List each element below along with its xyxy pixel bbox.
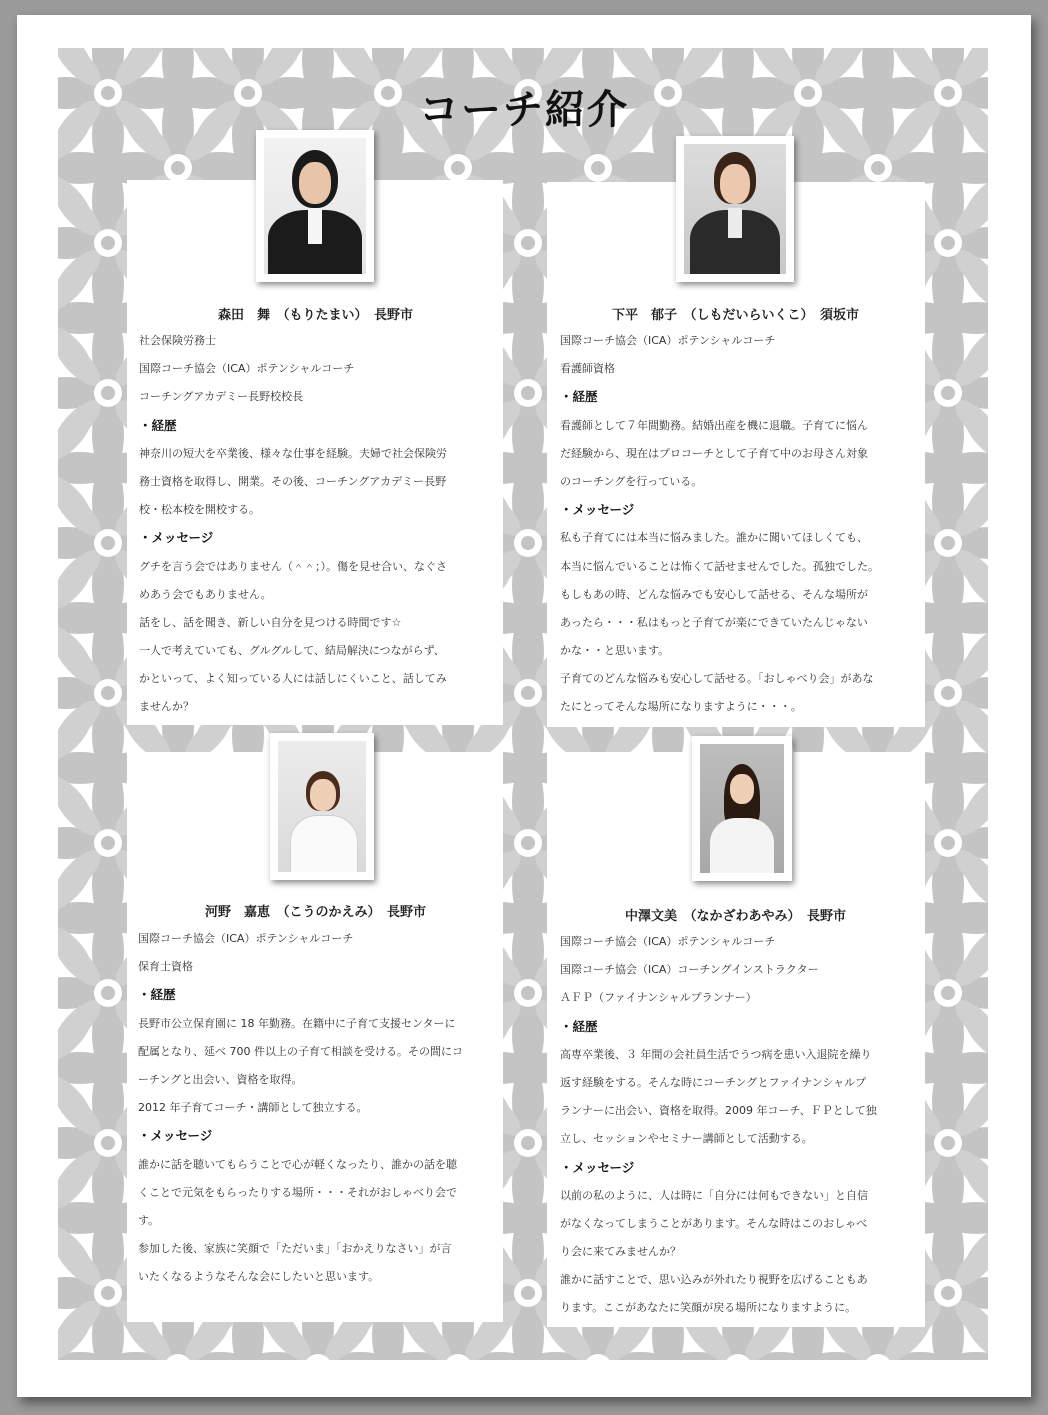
body-line: かといって、よく知っている人には話しにくいこと、話してみ xyxy=(139,672,447,686)
body-line: 看護師として７年間勤務。結婚出産を機に退職。子育てに悩ん xyxy=(560,418,868,432)
body-line: 返す経験をする。そんな時にコーチングとファイナンシャルプ xyxy=(560,1075,867,1089)
body-line: コーチングアカデミー長野校校長 xyxy=(139,390,304,404)
section-heading: ・経歴 xyxy=(138,987,176,1003)
body-line: 神奈川の短大を卒業後、様々な仕事を経験。夫婦で社会保険労 xyxy=(139,446,447,460)
coach-body-shimodaira xyxy=(560,327,920,722)
body-line: くことで元気をもらったりする場所・・・それがおしゃべり会で xyxy=(138,1185,457,1199)
coach-body-morita xyxy=(139,327,499,722)
coach-photo-shimodaira xyxy=(676,136,794,282)
section-heading: ・メッセージ xyxy=(138,1128,213,1144)
coach-body-kono xyxy=(138,925,498,1291)
body-line: 誰かに話を聴いてもらうことで心が軽くなったり、誰かの話を聴 xyxy=(138,1157,457,1171)
section-heading: ・メッセージ xyxy=(139,530,214,546)
coach-photo-kono xyxy=(270,733,374,880)
body-line: めあう会でもありません。 xyxy=(139,587,272,601)
body-line: 国際コーチ協会（ICA）ポテンシャルコーチ xyxy=(560,935,776,948)
body-line: ＡＦＰ（ファイナンシャルプランナー） xyxy=(560,991,757,1005)
body-line: 国際コーチ協会（ICA）ポテンシャルコーチ xyxy=(139,362,355,376)
coach-photo-nakazawa xyxy=(692,736,792,881)
body-line: ーチングと出会い、資格を取得。 xyxy=(138,1072,303,1086)
body-line: 国際コーチ協会（ICA）ポテンシャルコーチ xyxy=(560,334,776,347)
section-heading: ・経歴 xyxy=(560,1018,598,1034)
body-line: ります。ここがあなたに笑顔が戻る場所になりますように。 xyxy=(560,1301,857,1315)
body-line: 国際コーチ協会（ICA）コーチングインストラクター xyxy=(560,963,819,977)
body-line: 長野市公立保育園に 18 年勤務。在籍中に子育て支援センターに xyxy=(138,1016,456,1030)
body-line: す。 xyxy=(138,1213,160,1227)
body-line: 参加した後、家族に笑顔で「ただいま」「おかえりなさい」が言 xyxy=(138,1242,452,1256)
body-line: グチを言う会ではありません（＾＾；）。傷を見せ合い、なぐさ xyxy=(139,559,447,573)
coach-name-nakazawa: 中澤文美 （なかざわあやみ） 長野市 xyxy=(624,909,846,924)
page-title: コーチ紹介 xyxy=(419,87,629,133)
section-heading: ・経歴 xyxy=(560,389,598,405)
section-heading: ・メッセージ xyxy=(560,1159,635,1175)
body-line: 高専卒業後、３ 年間の会社員生活でうつ病を患い入退院を繰り xyxy=(560,1047,872,1061)
body-line: 話をし、話を聞き、新しい自分を見つける時間です☆ xyxy=(139,615,402,629)
body-line: 私も子育てには本当に悩みました。誰かに聞いてほしくても、 xyxy=(560,531,868,545)
body-line: いたくなるようなそんな会にしたいと思います。 xyxy=(138,1270,380,1284)
body-line: 誰かに話すことで、思い込みが外れたり視野を広げることもあ xyxy=(560,1273,868,1287)
coach-photo-morita xyxy=(256,130,374,282)
coach-name-kono: 河野 嘉恵 （こうのかえみ） 長野市 xyxy=(204,905,426,920)
body-line: 以前の私のように、人は時に「自分には何もできない」と自信 xyxy=(560,1188,868,1202)
body-line: 立し、セッションやセミナー講師として活動する。 xyxy=(560,1132,813,1146)
section-heading: ・メッセージ xyxy=(560,502,635,518)
body-line: がなくなってしまうことがあります。そんな時はこのおしゃべ xyxy=(560,1216,868,1230)
body-line: かな・・と思います。 xyxy=(560,644,670,658)
coach-name-morita: 森田 舞 （もりたまい） 長野市 xyxy=(217,308,413,323)
coach-body-nakazawa xyxy=(560,928,920,1323)
body-line: 2012 年子育てコーチ・講師として独立する。 xyxy=(138,1101,368,1115)
body-line: だ経験から、現在はプロコーチとして子育て中のお母さん対象 xyxy=(560,446,868,460)
body-line: たにとってそんな場所になりますように・・・。 xyxy=(560,700,802,714)
coach-name-shimodaira: 下平 郁子 （しもだいらいくこ） 須坂市 xyxy=(611,308,859,323)
body-line: のコーチングを行っている。 xyxy=(560,474,703,488)
body-line: 子育てのどんな悩みも安心して話せる。「おしゃべり会」があな xyxy=(560,672,874,686)
body-line: 社会保険労務士 xyxy=(139,334,216,347)
body-line: り会に来てみませんか？ xyxy=(560,1245,681,1259)
body-line: 国際コーチ協会（ICA）ポテンシャルコーチ xyxy=(138,932,354,945)
section-heading: ・経歴 xyxy=(139,417,177,433)
body-line: 保育士資格 xyxy=(138,960,193,974)
body-line: あったら・・・私はもっと子育てが楽にできていたんじゃない xyxy=(560,615,868,629)
body-line: 看護師資格 xyxy=(560,362,615,376)
body-line: 校・松本校を開校する。 xyxy=(139,503,260,517)
body-line: 本当に悩んでいることは怖くて話せませんでした。孤独でした。 xyxy=(560,559,879,573)
body-line: 配属となり、延べ 700 件以上の子育て相談を受ける。その間にコ xyxy=(138,1044,463,1058)
body-line: もしもあの時、どんな悩みでも安心して話せる、そんな場所が xyxy=(560,587,868,601)
body-line: 一人で考えていても、グルグルして、結局解決につながらず、 xyxy=(139,644,445,658)
body-line: ランナーに出会い、資格を取得。2009 年コーチ、ＦＰとして独 xyxy=(560,1104,877,1118)
body-line: 務士資格を取得し、開業。その後、コーチングアカデミー長野 xyxy=(139,474,447,488)
body-line: ませんか？ xyxy=(139,700,194,714)
